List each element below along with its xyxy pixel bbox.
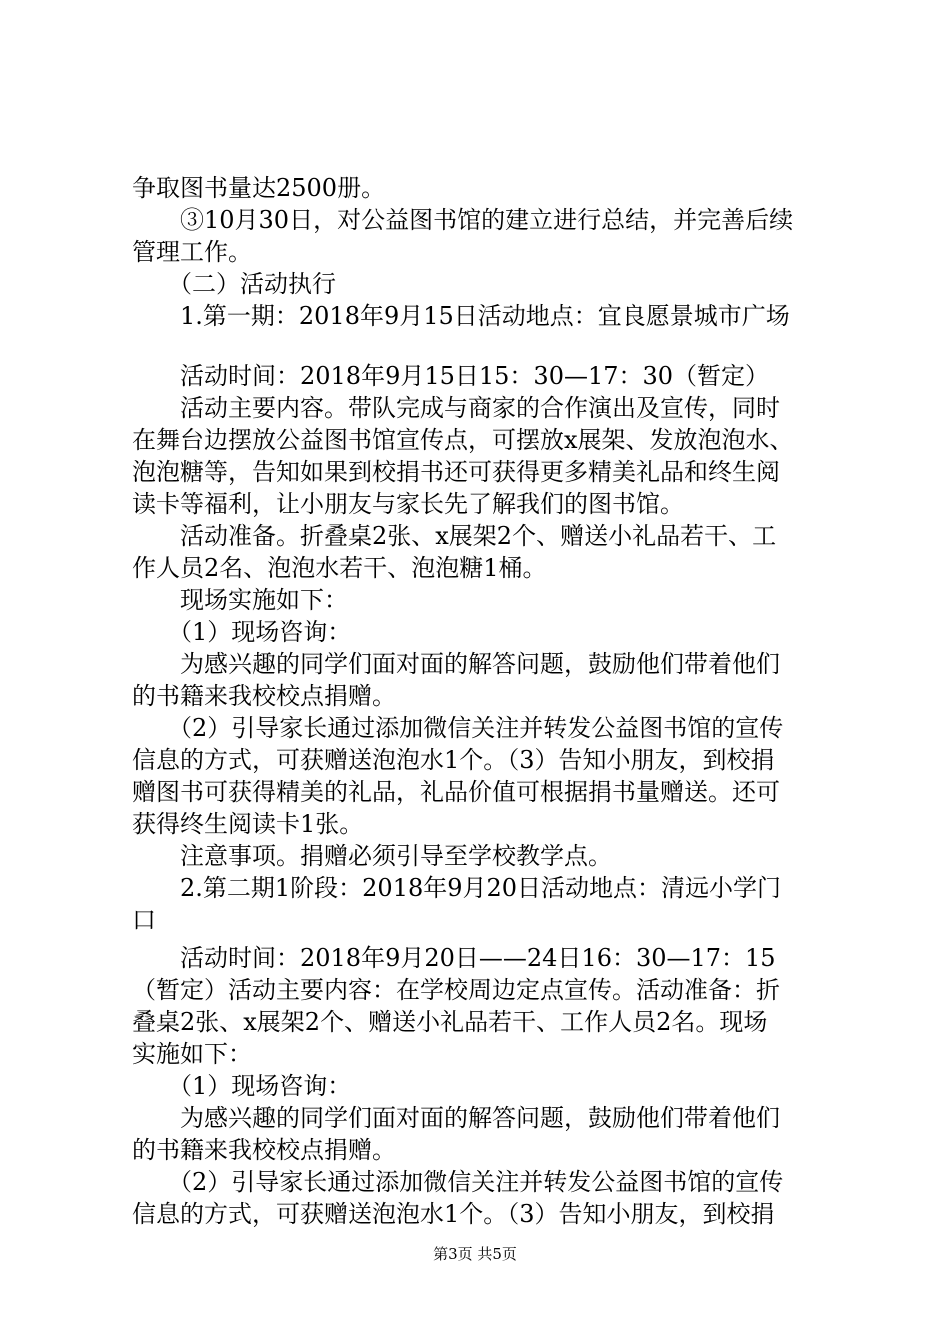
text-line: 赠图书可获得精美的礼品，礼品价值可根据捐书量赠送。还可 <box>132 778 780 806</box>
text-line: 叠桌2张、x展架2个、赠送小礼品若干、工作人员2名。现场 <box>132 1008 768 1036</box>
text-line: 活动主要内容。带队完成与商家的合作演出及宣传，同时 <box>132 394 780 422</box>
text-line: 为感兴趣的同学们面对面的解答问题，鼓励他们带着他们 <box>132 1104 780 1132</box>
text-line: 的书籍来我校校点捐赠。 <box>132 682 396 710</box>
text-line: 活动准备。折叠桌2张、x展架2个、赠送小礼品若干、工 <box>132 522 777 550</box>
text-line: 现场实施如下： <box>132 586 348 614</box>
text-line: （2）引导家长通过添加微信关注并转发公益图书馆的宣传 <box>132 1168 784 1196</box>
text-line: （暂定）活动主要内容：在学校周边定点宣传。活动准备：折 <box>132 976 780 1004</box>
text-line: （1）现场咨询： <box>132 618 352 646</box>
page-footer: 第3页 共5页 <box>433 1245 517 1263</box>
text-line: 获得终生阅读卡1张。 <box>132 810 364 838</box>
text-line: 实施如下： <box>132 1040 252 1068</box>
text-line: 为感兴趣的同学们面对面的解答问题，鼓励他们带着他们 <box>132 650 780 678</box>
text-line: 作人员2名、泡泡水若干、泡泡糖1桶。 <box>132 554 547 582</box>
text-line: 活动时间：2018年9月20日——24日16：30—17：15 <box>132 944 776 972</box>
text-line: 管理工作。 <box>132 238 252 266</box>
text-line: 的书籍来我校校点捐赠。 <box>132 1136 396 1164</box>
text-line: （1）现场咨询： <box>132 1072 352 1100</box>
text-line: 争取图书量达2500册。 <box>132 174 386 202</box>
text-line: 读卡等福利，让小朋友与家长先了解我们的图书馆。 <box>132 490 684 518</box>
text-line: 口 <box>132 906 156 934</box>
text-line: 在舞台边摆放公益图书馆宣传点，可摆放x展架、发放泡泡水、 <box>132 426 794 454</box>
text-line: （2）引导家长通过添加微信关注并转发公益图书馆的宣传 <box>132 714 784 742</box>
text-line: 信息的方式，可获赠送泡泡水1个。（3）告知小朋友，到校捐 <box>132 1200 775 1228</box>
section-heading: （二）活动执行 <box>132 270 336 298</box>
text-line: 泡泡糖等，告知如果到校捐书还可获得更多精美礼品和终生阅 <box>132 458 780 486</box>
text-line: ③10月30日，对公益图书馆的建立进行总结，并完善后续 <box>132 206 794 234</box>
text-line: 活动时间：2018年9月15日15：30—17：30（暂定） <box>132 362 770 390</box>
text-line: 信息的方式，可获赠送泡泡水1个。（3）告知小朋友，到校捐 <box>132 746 775 774</box>
text-line: 2.第二期1阶段：2018年9月20日活动地点：清远小学门 <box>132 874 782 902</box>
text-line: 1.第一期：2018年9月15日活动地点：宜良愿景城市广场 <box>132 302 790 330</box>
text-line: 注意事项。捐赠必须引导至学校教学点。 <box>132 842 612 870</box>
